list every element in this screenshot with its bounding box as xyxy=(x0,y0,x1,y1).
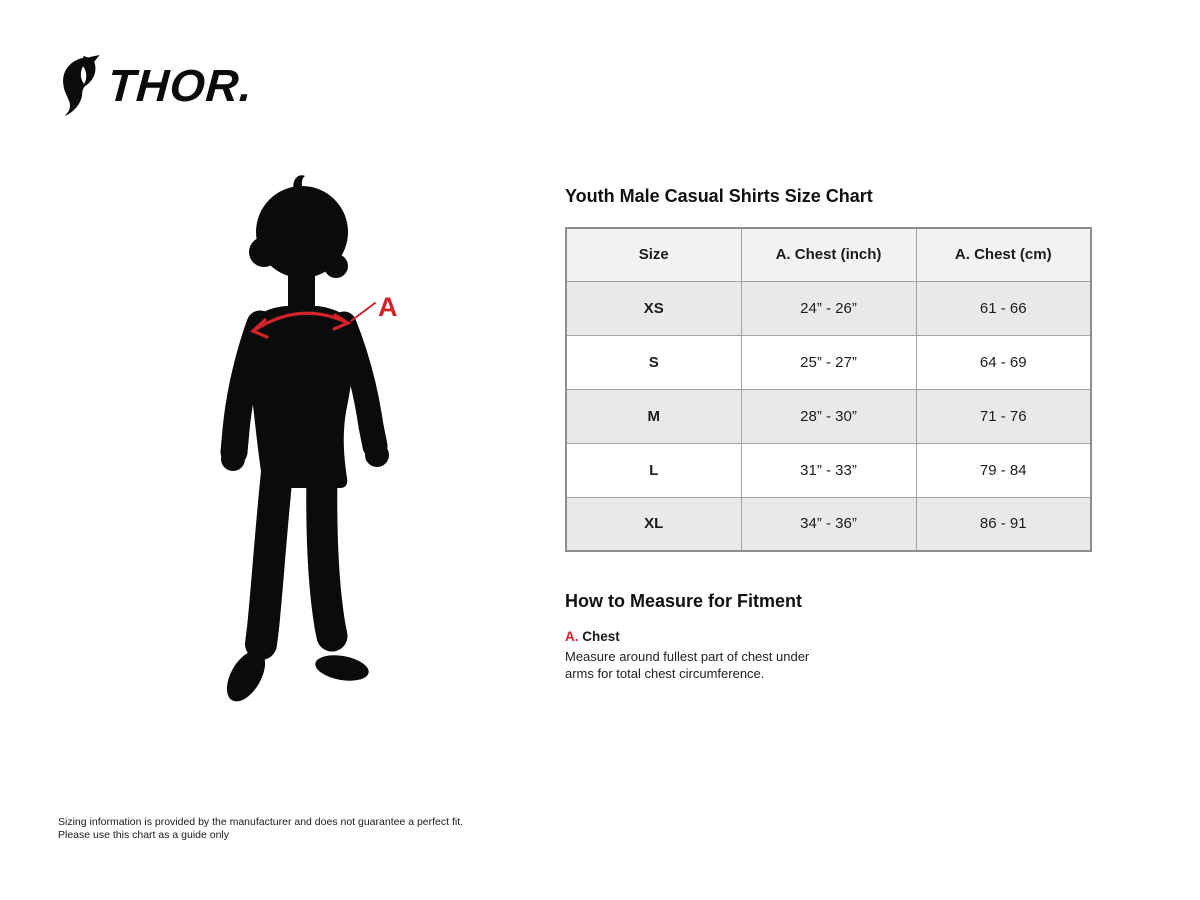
size-chart-table xyxy=(565,227,1092,552)
thor-logo xyxy=(60,54,253,116)
measurement-label-a: A xyxy=(378,292,398,322)
chest-inch-value: 28” - 30” xyxy=(741,389,916,443)
youth-silhouette-figure xyxy=(170,170,460,730)
table-row xyxy=(566,389,1091,443)
size-value: S xyxy=(566,335,741,389)
column-header-chest-inch: A. Chest (inch) xyxy=(741,228,916,281)
chest-cm-value: 86 - 91 xyxy=(916,497,1091,551)
thor-logo-text: THOR. xyxy=(106,59,255,111)
column-header-chest-cm: A. Chest (cm) xyxy=(916,228,1091,281)
table-row xyxy=(566,281,1091,335)
table-row xyxy=(566,335,1091,389)
table-row xyxy=(566,443,1091,497)
silhouette-body xyxy=(219,175,389,707)
measure-item-chest xyxy=(565,629,1092,683)
chest-cm-value: 79 - 84 xyxy=(916,443,1091,497)
measure-description: Measure around fullest part of chest under arms for total chest circumference. xyxy=(565,649,810,681)
measure-item-heading xyxy=(565,629,1092,644)
size-value: L xyxy=(566,443,741,497)
chest-cm-value: 71 - 76 xyxy=(916,389,1091,443)
disclaimer-line-1: Sizing information is provided by the manufacturer and does not guarantee a perfect fit. xyxy=(58,816,464,828)
chest-cm-value: 64 - 69 xyxy=(916,335,1091,389)
chest-inch-value: 25” - 27” xyxy=(741,335,916,389)
how-to-measure-title: How to Measure for Fitment xyxy=(565,591,803,611)
thor-ram-icon xyxy=(60,54,102,116)
measure-name-chest: Chest xyxy=(582,629,620,644)
table-header-row xyxy=(566,228,1091,281)
size-chart-title: Youth Male Casual Shirts Size Chart xyxy=(565,186,873,206)
size-chart-section xyxy=(565,186,1092,683)
column-header-size: Size xyxy=(566,228,741,281)
chest-inch-value: 24” - 26” xyxy=(741,281,916,335)
measure-key-a: A. xyxy=(565,629,579,644)
chest-inch-value: 31” - 33” xyxy=(741,443,916,497)
table-row xyxy=(566,497,1091,551)
chest-inch-value: 34” - 36” xyxy=(741,497,916,551)
size-value: XL xyxy=(566,497,741,551)
disclaimer-footer xyxy=(58,816,463,841)
chest-cm-value: 61 - 66 xyxy=(916,281,1091,335)
size-value: M xyxy=(566,389,741,443)
size-value: XS xyxy=(566,281,741,335)
disclaimer-line-2: Please use this chart as a guide only xyxy=(58,828,230,841)
